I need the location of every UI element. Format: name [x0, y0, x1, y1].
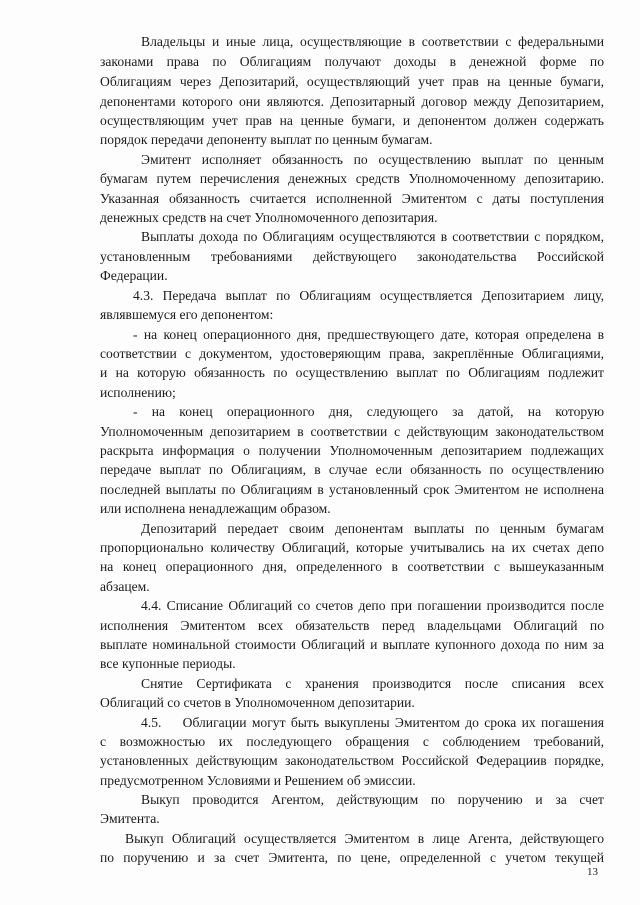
text-line: Указанная обязанность считается исполненной Эмитентом с даты поступления	[100, 191, 604, 206]
text-line: передаче выплат по Облигациям, в случае если обязанность по осуществлению	[100, 462, 604, 477]
text-line: - на конец операционного дня, предшествующего дате, которая определена в	[133, 327, 604, 342]
text-line: предусмотренном Условиями и Решением об эмиссии.	[100, 773, 416, 788]
text-line: и на которую обязанность по осуществлению выплат по Облигациям подлежит	[100, 365, 604, 380]
text-line: исполнения Эмитентом всех обязательств перед владельцами Облигаций по	[100, 618, 604, 633]
text-line: на конец операционного дня, определенного в соответствии с вышеуказанным	[100, 559, 604, 574]
text-line: Эмитента.	[100, 811, 160, 826]
text-line: Выкуп Облигаций осуществляется Эмитентом в лице Агента, действующего	[125, 831, 604, 846]
text-line: Облигациям через Депозитарий, осуществляющий учет прав на ценные бумаги,	[100, 74, 604, 89]
text-line: с возможностью их последующего обращения с соблюдением требований,	[100, 734, 604, 749]
text-line: по поручению и за счет Эмитента, по цене, определенной с учетом текущей	[100, 850, 604, 865]
text-line: установленных действующим законодательством Российской Федерациив порядке,	[100, 753, 604, 768]
text-line: раскрыта информация о получении Уполномоченным депозитарием подлежащих	[100, 443, 604, 458]
page-number: 13	[587, 866, 598, 878]
text-line: - на конец операционного дня, следующего за датой, на которую	[133, 404, 604, 419]
text-line: порядок передачи депоненту выплат по ценным бумагам.	[100, 132, 433, 147]
text-line: являвшемуся его депонентом:	[100, 307, 274, 322]
text-line: 4.3. Передача выплат по Облигациям осуществляется Депозитарием лицу,	[133, 288, 604, 303]
text-line: бумагам путем перечисления денежных средств Уполномоченному депозитарию.	[100, 171, 604, 186]
text-line: последней выплаты по Облигациям в установленный срок Эмитентом не исполнена	[100, 482, 604, 497]
text-line: все купонные периоды.	[100, 656, 236, 671]
text-line: Облигаций со счетов в Уполномоченном депозитарии.	[100, 695, 415, 710]
text-line: законами права по Облигациям получают доходы в денежной форме по	[100, 54, 604, 69]
text-line: Выкуп проводится Агентом, действующим по поручению и за счет	[141, 792, 604, 807]
text-line: Владельцы и иные лица, осуществляющие в соответствии с федеральными	[141, 34, 604, 49]
text-line: Эмитент исполняет обязанность по осуществлению выплат по ценным	[141, 152, 604, 167]
text-line: Снятие Сертификата с хранения производится после списания всех	[141, 676, 604, 691]
text-line: Федерации.	[100, 268, 168, 283]
text-line: выплате номинальной стоимости Облигаций и выплате купонного дохода по ним за	[100, 637, 604, 652]
text-line: или исполнена ненадлежащим образом.	[100, 501, 331, 516]
text-line: 4.5. Облигации могут быть выкуплены Эмитентом до срока их погашения	[141, 715, 604, 730]
text-line: Депозитарий передает своим депонентам выплаты по ценным бумагам	[141, 521, 604, 536]
text-line: исполнению;	[100, 385, 176, 400]
text-line: 4.4. Списание Облигаций со счетов депо при погашении производится после	[141, 598, 604, 613]
text-line: абзацем.	[100, 579, 150, 594]
text-line: Выплаты дохода по Облигациям осуществляются в соответствии с порядком,	[141, 229, 604, 244]
text-line: депонентами которого они являются. Депозитарный договор между Депозитарием,	[100, 94, 604, 109]
text-line: денежных средств на счет Уполномоченного депозитария.	[100, 210, 438, 225]
text-line: соответствии с документом, удостоверяющим права, закреплённые Облигациями,	[100, 346, 604, 361]
text-line: Уполномоченным депозитарием в соответствии с действующим законодательством	[100, 424, 604, 439]
text-line: пропорционально количеству Облигаций, которые учитывались на их счетах депо	[100, 540, 604, 555]
text-line: осуществляющим учет прав на ценные бумаги, и депонентом должен содержать	[100, 113, 604, 128]
text-line: установленным требованиями действующего законодательства Российской	[100, 249, 604, 264]
